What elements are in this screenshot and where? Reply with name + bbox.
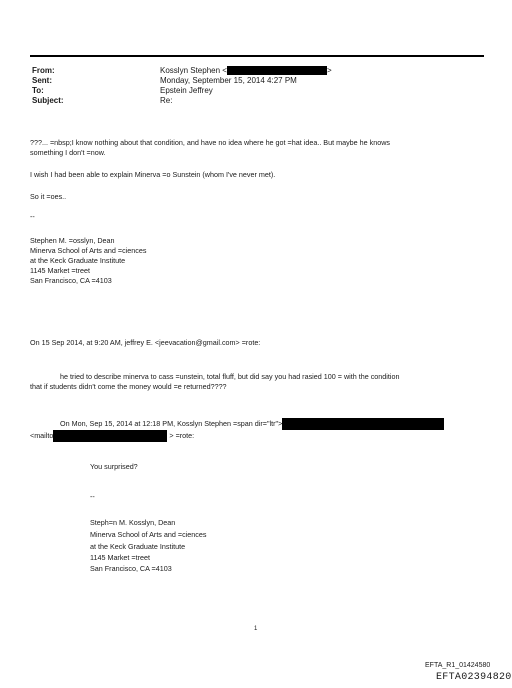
signature-line: San Francisco, CA =4103 bbox=[90, 564, 172, 573]
redaction-box bbox=[227, 66, 327, 75]
wrote-text: > =rote: bbox=[169, 430, 195, 440]
from-tail: > bbox=[326, 66, 332, 75]
body-line: ???... =nbsp;I know nothing about that condition, and have no idea where he got =hat idea.. But maybe he knows bbox=[30, 138, 391, 147]
quote-line: that if students didn't come the money would =e returned???? bbox=[30, 382, 227, 391]
body-line: So it =oes.. bbox=[30, 192, 67, 201]
signature-separator: -- bbox=[90, 492, 95, 501]
nested-quote-header bbox=[60, 418, 444, 430]
signature-line: at the Keck Graduate Institute bbox=[90, 542, 186, 551]
efta-stamp: EFTA02394820 bbox=[436, 672, 512, 683]
signature-line: Minerva School of Arts and =ciences bbox=[90, 530, 207, 539]
page-number: 1 bbox=[254, 626, 258, 632]
redaction-box bbox=[53, 430, 167, 442]
signature-line: Stephen M. =osslyn, Dean bbox=[30, 236, 115, 245]
quote-line: he tried to describe minerva to cass =unstein, total fluff, but did say you had rasied 100 = with the condition bbox=[60, 372, 400, 381]
from-value bbox=[160, 66, 332, 76]
signature-line: 1145 Market =treet bbox=[30, 266, 90, 275]
signature-line: San Francisco, CA =4103 bbox=[30, 276, 112, 285]
quote-header: On 15 Sep 2014, at 9:20 AM, jeffrey E. <jeevacation@gmail.com> =rote: bbox=[30, 338, 261, 347]
nested-quote-body: You surprised? bbox=[90, 462, 138, 471]
redaction-box bbox=[282, 418, 444, 430]
nested-quote-mailto bbox=[30, 430, 194, 442]
body-line: something I don't =now. bbox=[30, 148, 106, 157]
signature-line: at the Keck Graduate Institute bbox=[30, 256, 126, 265]
from-label: From: bbox=[32, 66, 55, 75]
signature-line: Minerva School of Arts and =ciences bbox=[30, 246, 147, 255]
mailto-text: <mailto bbox=[30, 430, 54, 440]
subject-value: Re: bbox=[160, 96, 173, 105]
from-name: Kosslyn Stephen < bbox=[160, 66, 227, 75]
subject-label: Subject: bbox=[32, 96, 64, 105]
to-value: Epstein Jeffrey bbox=[160, 86, 213, 95]
to-label: To: bbox=[32, 86, 44, 95]
sent-value: Monday, September 15, 2014 4:27 PM bbox=[160, 76, 297, 85]
signature-line: 1145 Market =treet bbox=[90, 553, 150, 562]
signature-separator: -- bbox=[30, 212, 35, 221]
body-line: I wish I had been able to explain Minerva =o Sunstein (whom I've never met). bbox=[30, 170, 276, 179]
signature-line: Steph=n M. Kosslyn, Dean bbox=[90, 518, 176, 527]
sent-label: Sent: bbox=[32, 76, 52, 85]
email-header bbox=[32, 66, 492, 112]
header-rule bbox=[30, 55, 484, 57]
efta-r1-stamp: EFTA_R1_01424580 bbox=[425, 662, 491, 669]
nested-quote-header-text: On Mon, Sep 15, 2014 at 12:18 PM, Kosslyn Stephen =span dir="ltr"> bbox=[60, 418, 283, 428]
